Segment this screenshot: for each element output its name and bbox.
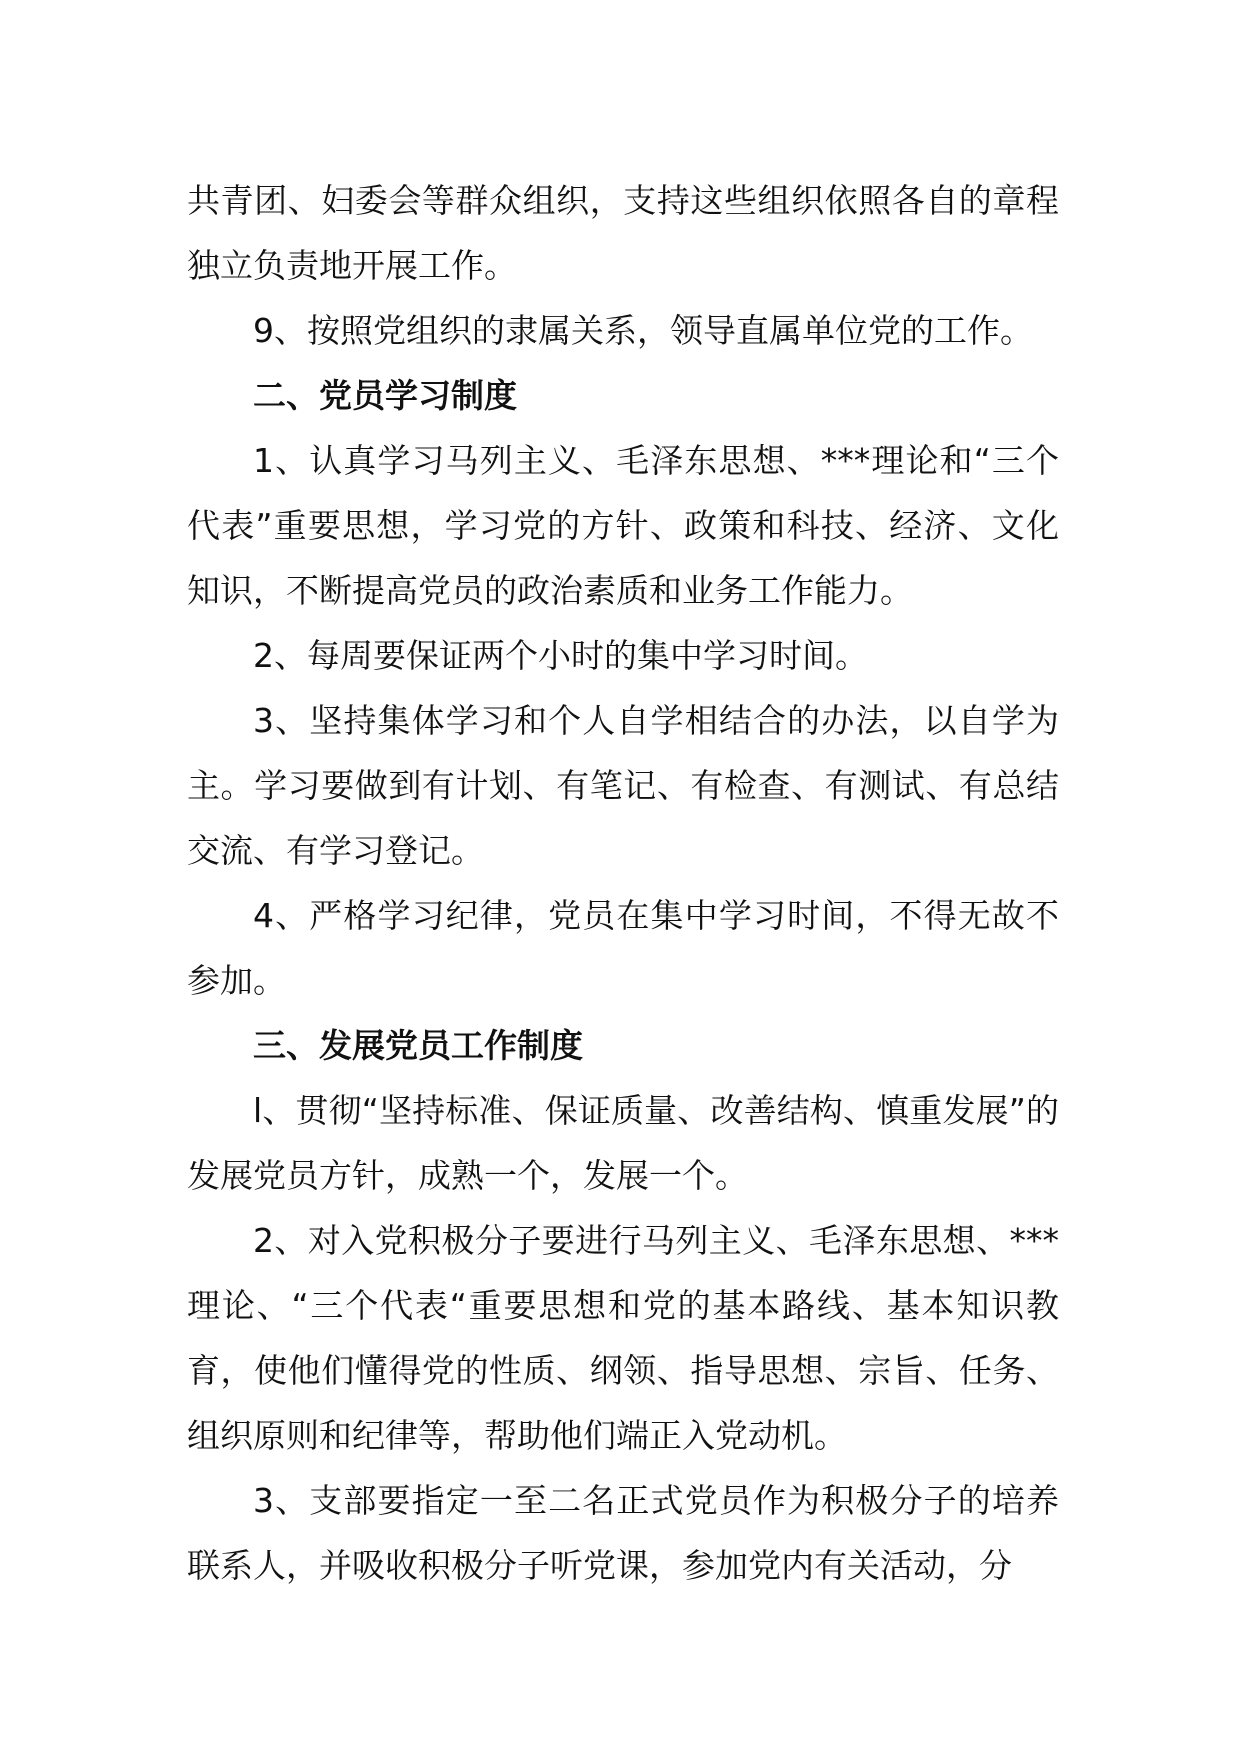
- paragraph-development-item-3: 3、支部要指定一至二名正式党员作为积极分子的培养联系人，并吸收积极分子听党课，参加党内有关活动，分: [187, 1481, 1059, 1585]
- paragraph-item-9: 9、按照党组织的隶属关系，领导直属单位党的工作。: [253, 311, 1033, 350]
- paragraph-study-item-2: 2、每周要保证两个小时的集中学习时间。: [253, 636, 868, 675]
- paragraph-development-item-2: 2、对入党积极分子要进行马列主义、毛泽东思想、***理论、“三个代表“重要思想和党的基本路线、基本知识教育，使他们懂得党的性质、纲领、指导思想、宗旨、任务、组织原则和纪律等，帮助他们端正入党动机。: [187, 1221, 1059, 1455]
- paragraph-study-item-4: 4、严格学习纪律，党员在集中学习时间，不得无故不参加。: [187, 896, 1059, 1000]
- section-heading-member-development: 三、发展党员工作制度: [253, 1026, 583, 1065]
- paragraph-continued: 共青团、妇委会等群众组织，支持这些组织依照各自的章程独立负责地开展工作。: [187, 181, 1059, 285]
- document-body: [187, 168, 1059, 1598]
- paragraph-study-item-1: 1、认真学习马列主义、毛泽东思想、***理论和“三个代表”重要思想，学习党的方针、政策和科技、经济、文化知识，不断提高党员的政治素质和业务工作能力。: [187, 441, 1059, 610]
- section-heading-study-system: 二、党员学习制度: [253, 376, 517, 415]
- paragraph-development-item-1: l、贯彻“坚持标准、保证质量、改善结构、慎重发展”的发展党员方针，成熟一个，发展一个。: [187, 1091, 1059, 1195]
- paragraph-study-item-3: 3、坚持集体学习和个人自学相结合的办法，以自学为主。学习要做到有计划、有笔记、有检查、有测试、有总结交流、有学习登记。: [187, 701, 1059, 870]
